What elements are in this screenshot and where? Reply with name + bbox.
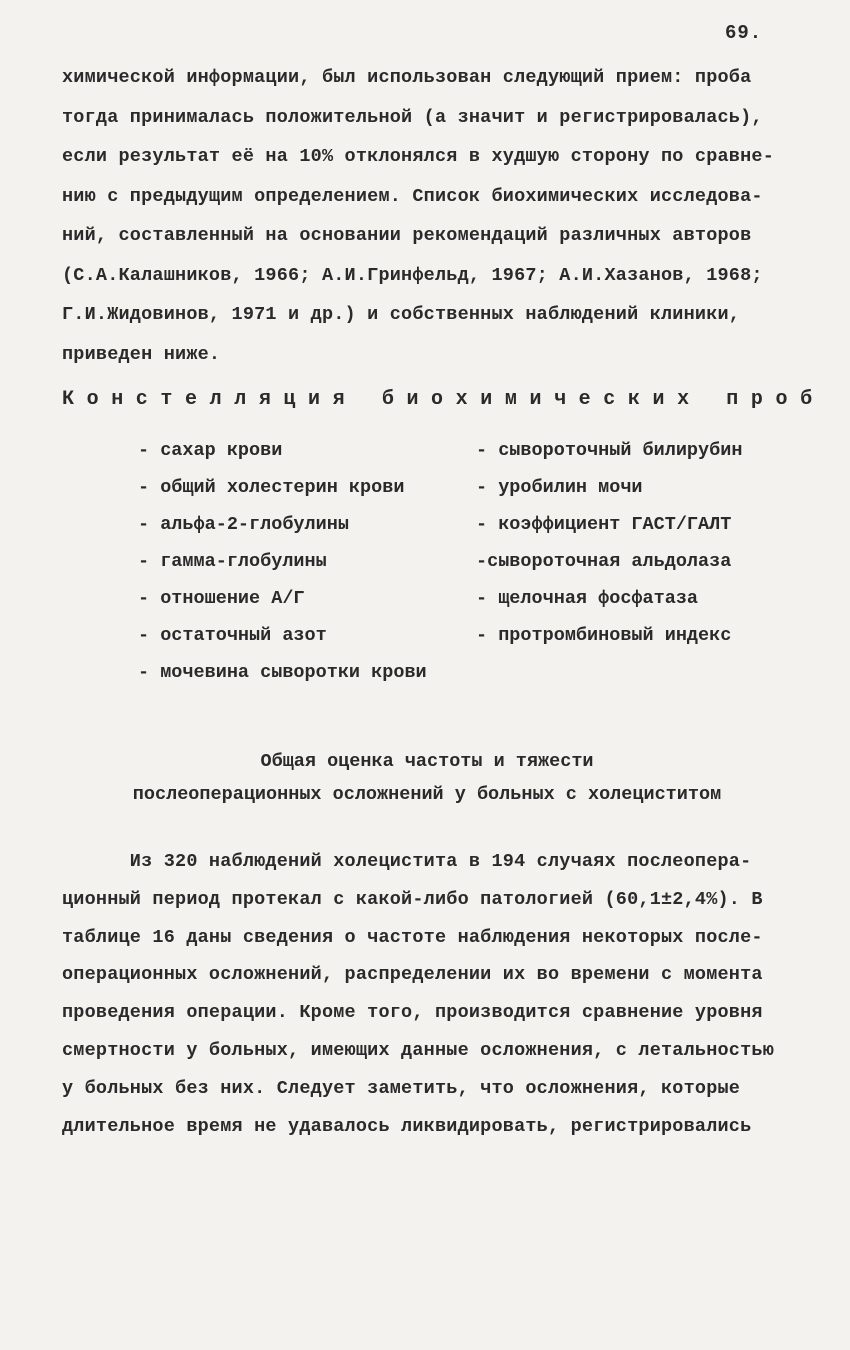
paragraph-intro	[62, 58, 792, 374]
text-line: операционных осложнений, распределении их во времени с момента	[62, 964, 763, 986]
text-line: смертности у больных, имеющих данные осложнения, с летальностью	[62, 1039, 775, 1061]
text-line: Из 320 наблюдений холецистита в 194 случаях послеопера-	[62, 851, 752, 872]
list-item: - остаточный азот	[138, 625, 327, 646]
tests-right-column	[476, 432, 742, 654]
list-item: - мочевина сыворотки крови	[138, 662, 427, 683]
section-title-line: послеоперационных осложнений у больных с холециститом	[132, 784, 722, 805]
section-title-line: Общая оценка частоты и тяжести	[260, 751, 594, 772]
text-line: химической информации, был использован следующий прием: проба	[62, 67, 752, 88]
list-item: - альфа-2-глобулины	[138, 514, 349, 535]
list-item: - коэффициент ГАСТ/ГАЛТ	[476, 514, 732, 535]
text-line: ний, составленный на основании рекомендаций различных авторов	[62, 225, 752, 246]
list-item: -сывороточная альдолаза	[476, 551, 732, 572]
list-item: - уробилин мочи	[476, 477, 643, 498]
list-item: - протромбиновый индекс	[476, 625, 732, 646]
list-item: - щелочная фосфатаза	[476, 588, 699, 609]
text-line: нию с предыдущим определением. Список биохимических исследова-	[62, 185, 763, 207]
list-item: - отношение А/Г	[138, 588, 305, 609]
page-number: 69.	[725, 22, 763, 44]
text-line: проведения операции. Кроме того, производится сравнение уровня	[62, 1002, 763, 1024]
list-item: - гамма-глобулины	[138, 551, 327, 572]
text-line: ционный период протекал с какой-либо патологией (60,1±2,4%). В	[62, 888, 763, 910]
text-line: (С.А.Калашников, 1966; А.И.Гринфельд, 1967; А.И.Хазанов, 1968;	[62, 264, 763, 286]
text-line: приведен ниже.	[62, 343, 221, 365]
text-line: длительное время не удавалось ликвидировать, регистрировались	[62, 1115, 752, 1137]
text-line: тогда принималась положительной (а значит и регистрировалась),	[62, 106, 763, 128]
text-line: если результат её на 10% отклонялся в худшую сторону по сравне-	[62, 146, 775, 167]
text-line: Г.И.Жидовинов, 1971 и др.) и собственных наблюдений клиники,	[62, 304, 741, 325]
text-line: таблице 16 даны сведения о частоте наблюдения некоторых после-	[62, 926, 763, 948]
list-item: - общий холестерин крови	[138, 477, 405, 498]
tests-left-column	[138, 432, 427, 691]
text-line: у больных без них. Следует заметить, что осложнения, которые	[62, 1077, 741, 1099]
list-item: - сывороточный билирубин	[476, 440, 743, 461]
paragraph-complications	[62, 843, 792, 1145]
section-title	[62, 745, 792, 811]
constellation-heading: К о н с т е л л я ц и я б и о х и м и ч е с к и х п р о б	[62, 388, 813, 411]
list-item: - сахар крови	[138, 440, 283, 461]
